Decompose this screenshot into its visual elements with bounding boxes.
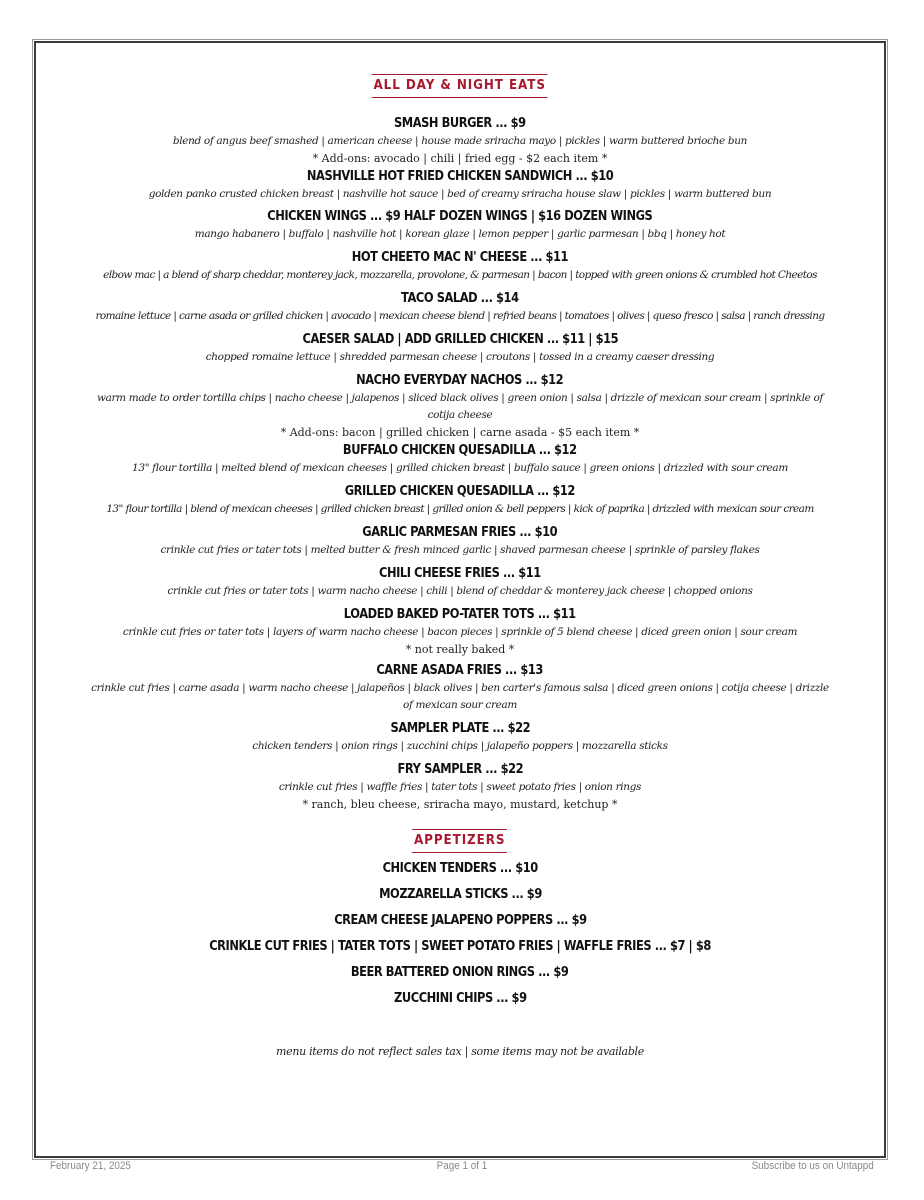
menu-item-loaded-tots: [36, 605, 884, 658]
appetizers-list: [36, 855, 884, 1011]
item-title: FRY SAMPLER ... $22: [397, 762, 523, 777]
item-title: HOT CHEETO MAC N' CHEESE ... $11: [351, 250, 569, 265]
item-description: 13" flour tortilla | blend of mexican cheeses | grilled chicken breast | grilled onion & bell peppers | kick of paprika | drizzled with mexican sour cream: [106, 503, 814, 515]
appetizer-title: CREAM CHEESE JALAPENO POPPERS ... $9: [333, 913, 587, 928]
item-title: CAESER SALAD | ADD GRILLED CHICKEN ... $11 | $15: [302, 332, 618, 347]
item-note: * Add-ons: bacon | grilled chicken | carne asada - $5 each item *: [280, 426, 640, 439]
appetizer-title: BEER BATTERED ONION RINGS ... $9: [351, 965, 569, 980]
item-description: 13" flour tortilla | melted blend of mexican cheeses | grilled chicken breast | buffalo sauce | green onions | drizzled with sour cream: [132, 462, 788, 474]
item-note: * Add-ons: avocado | chili | fried egg - $2 each item *: [312, 152, 608, 165]
item-description: mango habanero | buffalo | nashville hot | korean glaze | lemon pepper | garlic parmesan | bbq | honey hot: [194, 228, 726, 240]
item-description: crinkle cut fries or tater tots | melted butter & fresh minced garlic | shaved parmesan cheese | sprinkle of parsley flakes: [160, 544, 760, 556]
item-description: blend of angus beef smashed | american cheese | house made sriracha mayo | pickles | warm buttered brioche bun: [172, 135, 748, 147]
item-title: TACO SALAD ... $14: [401, 291, 519, 306]
appetizer-item: [36, 855, 884, 881]
item-description: chicken tenders | onion rings | zucchini chips | jalapeño poppers | mozzarella sticks: [252, 740, 668, 752]
item-title: CARNE ASADA FRIES ... $13: [376, 663, 544, 678]
menu-item-buffalo-quesadilla: [36, 441, 884, 477]
footer-subscribe-link[interactable]: Subscribe to us on Untappd: [751, 1160, 874, 1172]
item-description: chopped romaine lettuce | shredded parmesan cheese | croutons | tossed in a creamy caeser dressing: [205, 351, 715, 363]
appetizer-title: CRINKLE CUT FRIES | TATER TOTS | SWEET POTATO FRIES | WAFFLE FRIES ... $7 | $8: [209, 939, 711, 954]
appetizer-item: [36, 985, 884, 1011]
item-title: NACHO EVERYDAY NACHOS ... $12: [356, 373, 564, 388]
menu-item-fry-sampler: [36, 760, 884, 813]
section-header-appetizers: [36, 829, 884, 853]
item-title: GRILLED CHICKEN QUESADILLA ... $12: [344, 484, 576, 499]
item-description: elbow mac | a blend of sharp cheddar, monterey jack, mozzarella, provolone, & parmesan | bacon | topped with green onions & crumbled hot Cheetos: [103, 269, 817, 281]
item-description: romaine lettuce | carne asada or grilled chicken | avocado | mexican cheese blend | refried beans | tomatoes | olives | queso fresco | salsa | ranch dressing: [95, 310, 825, 322]
menu-item-garlic-parmesan-fries: [36, 523, 884, 559]
menu-item-nachos: [36, 371, 884, 441]
section-title-appetizers: APPETIZERS: [412, 829, 507, 853]
menu-item-taco-salad: [36, 289, 884, 325]
item-note: * not really baked *: [405, 643, 515, 656]
item-description: crinkle cut fries | waffle fries | tater tots | sweet potato fries | onion rings: [278, 781, 642, 793]
appetizer-item: [36, 907, 884, 933]
menu-item-nashville-hot: [36, 167, 884, 203]
item-title: LOADED BAKED PO-TATER TOTS ... $11: [344, 607, 576, 622]
section-header-main: [36, 74, 884, 98]
appetizer-title: CHICKEN TENDERS ... $10: [382, 861, 538, 876]
appetizer-item: [36, 959, 884, 985]
item-note: * ranch, bleu cheese, sriracha mayo, mustard, ketchup *: [302, 798, 618, 811]
menu-item-smash-burger: [36, 114, 884, 167]
item-description: crinkle cut fries or tater tots | layers of warm nacho cheese | bacon pieces | sprinkle of 5 blend cheese | diced green onion | sour cream: [122, 626, 798, 638]
item-title: CHICKEN WINGS ... $9 HALF DOZEN WINGS | $16 DOZEN WINGS: [267, 209, 653, 224]
menu-item-hot-cheeto-mac: [36, 248, 884, 284]
appetizer-title: MOZZARELLA STICKS ... $9: [378, 887, 542, 902]
menu-page-frame: [34, 41, 886, 1158]
menu-content: [36, 74, 884, 1058]
appetizer-item: [36, 881, 884, 907]
item-title: SAMPLER PLATE ... $22: [390, 721, 530, 736]
menu-item-chili-cheese-fries: [36, 564, 884, 600]
item-title: CHILI CHEESE FRIES ... $11: [379, 566, 541, 581]
item-title: GARLIC PARMESAN FRIES ... $10: [362, 525, 558, 540]
menu-footnote: menu items do not reflect sales tax | some items may not be available: [275, 1045, 644, 1058]
menu-item-grilled-quesadilla: [36, 482, 884, 518]
item-title: BUFFALO CHICKEN QUESADILLA ... $12: [343, 443, 577, 458]
appetizer-item: [36, 933, 884, 959]
footer-page-number: Page 1 of 1: [436, 1160, 488, 1172]
menu-item-chicken-wings: [36, 207, 884, 243]
item-description: crinkle cut fries or tater tots | warm nacho cheese | chili | blend of cheddar & monterey jack cheese | chopped onions: [167, 585, 753, 597]
menu-item-sampler-plate: [36, 719, 884, 755]
appetizer-title: ZUCCHINI CHIPS ... $9: [393, 991, 527, 1006]
item-description: golden panko crusted chicken breast | nashville hot sauce | bed of creamy sriracha house slaw | pickles | warm buttered bun: [148, 188, 772, 200]
item-description: crinkle cut fries | carne asada | warm nacho cheese | jalapeños | black olives | ben carter's famous salsa | diced green onions | cotija cheese | drizzle of mexican sour cream: [91, 682, 829, 711]
item-title: SMASH BURGER ... $9: [394, 116, 526, 131]
menu-item-caeser-salad: [36, 330, 884, 366]
footer-date: February 21, 2025: [50, 1160, 131, 1172]
item-title: NASHVILLE HOT FRIED CHICKEN SANDWICH ... $10: [306, 169, 614, 184]
section-title-all-day: ALL DAY & NIGHT EATS: [372, 74, 548, 98]
menu-item-carne-asada-fries: [36, 661, 884, 714]
item-description: warm made to order tortilla chips | nacho cheese | jalapenos | sliced black olives | green onion | salsa | drizzle of mexican sour cream | sprinkle of cotija cheese: [96, 392, 824, 421]
